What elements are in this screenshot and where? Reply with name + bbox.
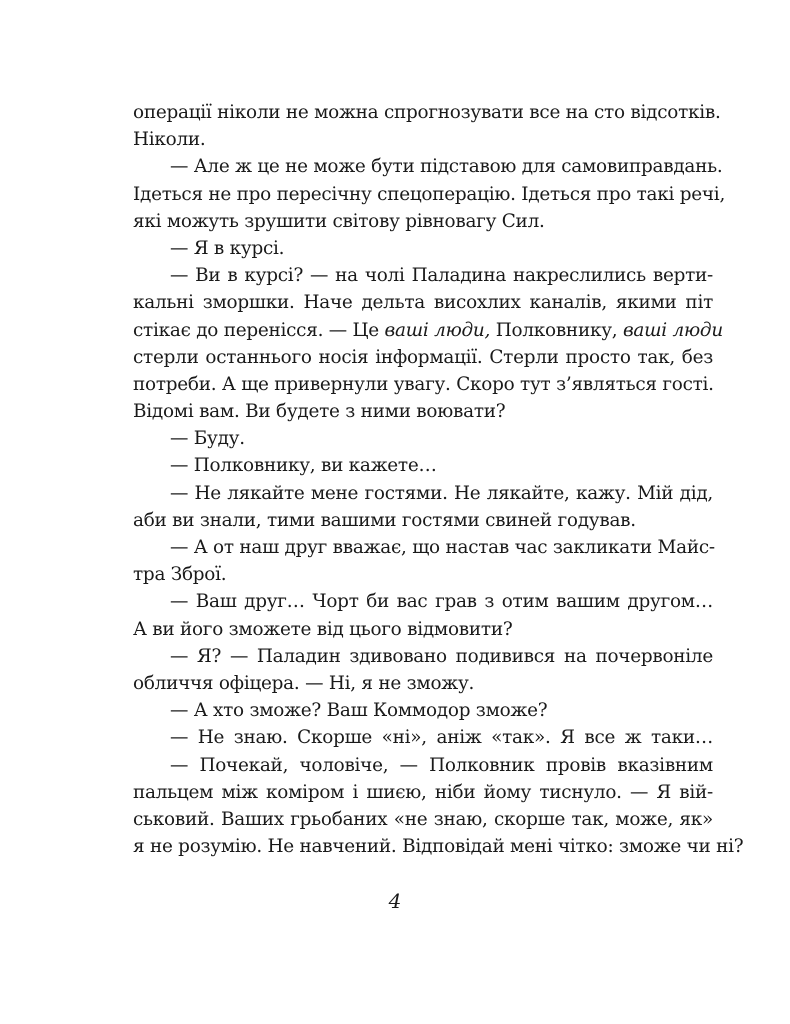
text-line: які можуть зрушити світову рівновагу Сил. (133, 210, 545, 232)
page-number: 4 (388, 889, 402, 913)
dialogue-line: — Почекай, чоловіче, — Полковник провів вказівним (170, 754, 713, 776)
text-line (133, 317, 723, 344)
text-line: потреби. А ще привернули увагу. Скоро тут з’являться гості. (133, 373, 714, 395)
text-line: Ідеться не про пересічну спецоперацію. Ідеться про такі речі, (133, 183, 726, 205)
dialogue-line: — Ваш друг… Чорт би вас грав з отим вашим другом… (170, 591, 713, 613)
text-line: кальні зморшки. Наче дельта висохлих каналів, якими піт (133, 292, 713, 314)
dialogue-line: — Ви в курсі? — на чолі Паладина накреслились верти- (170, 265, 713, 287)
text-line: я не розумію. Не навчений. Відповідай мені чітко: зможе чи ні? (133, 836, 744, 858)
text-line: пальцем між коміром і шиєю, ніби йому тиснуло. — Я вій- (133, 781, 713, 803)
text-line: Ніколи. (133, 129, 206, 151)
dialogue-line: — Не знаю. Скорше «ні», аніж «так». Я все ж таки… (170, 727, 713, 749)
dialogue-line: — Я в курсі. (170, 237, 285, 259)
text-line: Відомі вам. Ви будете з ними воювати? (133, 401, 506, 423)
page-body-text (133, 99, 744, 860)
text-line: тра Зброї. (133, 564, 227, 586)
italic-emphasis: ваші люди (622, 319, 723, 341)
dialogue-line: — А от наш друг вважає, що настав час закликати Майс- (170, 537, 715, 558)
text-line: операції ніколи не можна спрогнозувати все на сто відсотків. (133, 102, 721, 123)
dialogue-line: — А хто зможе? Ваш Коммодор зможе? (170, 700, 548, 722)
text-fragment: стікає до перенісся. — Це (133, 319, 385, 341)
dialogue-line: — Я? — Паладин здивовано подивився на почервоніле (170, 645, 713, 667)
text-line: аби ви знали, тими вашими гостями свиней годував. (133, 509, 636, 531)
dialogue-line: — Буду. (170, 428, 245, 450)
text-line: стерли останнього носія інформації. Стерли просто так, без (133, 346, 713, 368)
text-line: обличчя офіцера. — Ні, я не зможу. (133, 672, 475, 694)
text-line: А ви його зможете від цього відмовити? (133, 618, 513, 640)
dialogue-line: — Полковнику, ви кажете… (170, 455, 437, 477)
dialogue-line: — Не лякайте мене гостями. Не лякайте, кажу. Мій дід, (170, 482, 713, 504)
italic-emphasis: ваші люди, (384, 319, 491, 341)
dialogue-line: — Але ж це не може бути підставою для самовиправдань. (170, 156, 723, 178)
text-fragment: Полковнику, (490, 319, 623, 341)
text-line: ськовий. Ваших грьобаних «не знаю, скорше так, може, як» (133, 808, 713, 830)
